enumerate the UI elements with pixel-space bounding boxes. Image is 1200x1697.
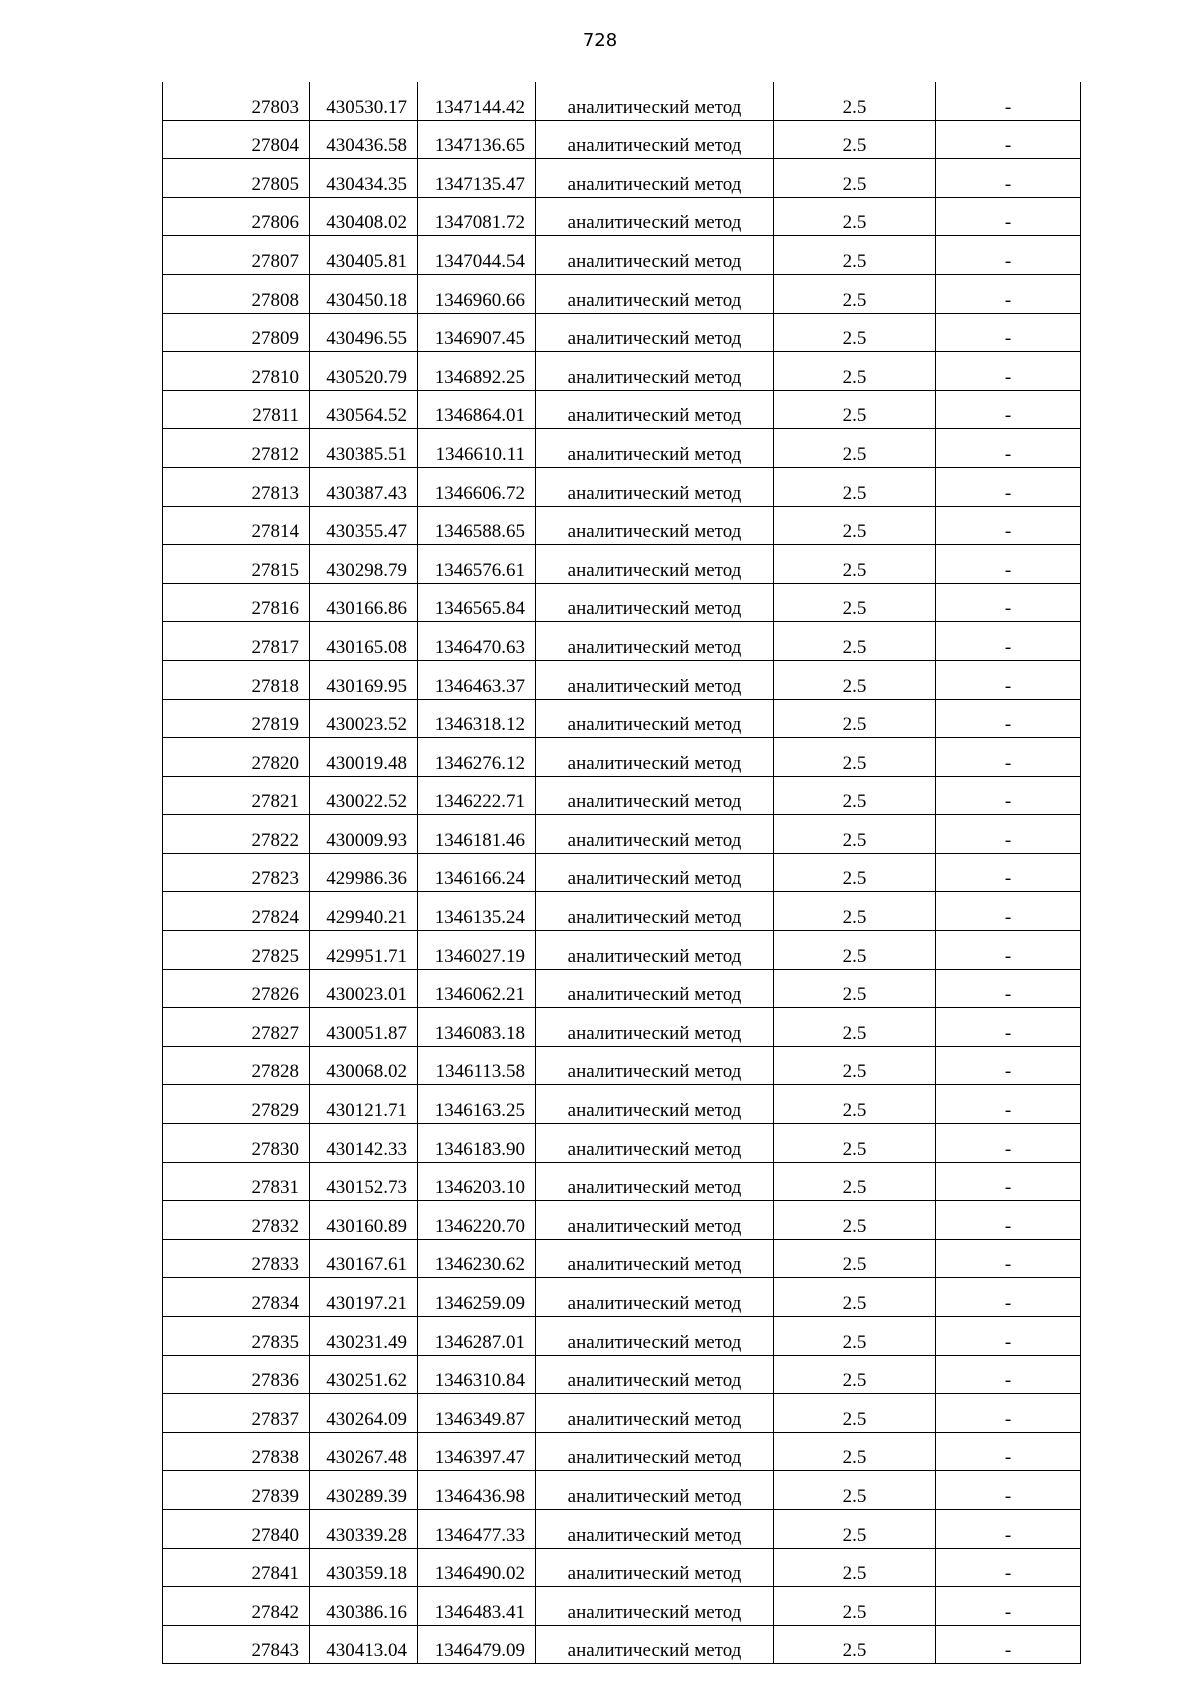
y-coordinate-cell: 1346576.61 <box>418 545 536 584</box>
note-cell: - <box>936 236 1081 275</box>
method-cell: аналитический метод <box>536 159 774 198</box>
x-coordinate-cell: 430019.48 <box>310 738 418 777</box>
x-coordinate-cell: 430405.81 <box>310 236 418 275</box>
y-coordinate-cell: 1346490.02 <box>418 1548 536 1587</box>
point-number-cell: 27809 <box>163 313 310 352</box>
point-number-cell: 27808 <box>163 274 310 313</box>
table-row <box>163 1432 1081 1471</box>
method-cell: аналитический метод <box>536 892 774 931</box>
accuracy-cell: 2.5 <box>774 274 936 313</box>
accuracy-cell: 2.5 <box>774 1625 936 1664</box>
table-row <box>163 853 1081 892</box>
point-number-cell: 27834 <box>163 1278 310 1317</box>
x-coordinate-cell: 430231.49 <box>310 1317 418 1356</box>
accuracy-cell: 2.5 <box>774 390 936 429</box>
table-row <box>163 82 1081 120</box>
accuracy-cell: 2.5 <box>774 1239 936 1278</box>
table-row <box>163 120 1081 159</box>
y-coordinate-cell: 1346477.33 <box>418 1509 536 1548</box>
table-row <box>163 1548 1081 1587</box>
table-row <box>163 274 1081 313</box>
y-coordinate-cell: 1347144.42 <box>418 82 536 120</box>
note-cell: - <box>936 1239 1081 1278</box>
method-cell: аналитический метод <box>536 197 774 236</box>
y-coordinate-cell: 1346166.24 <box>418 853 536 892</box>
method-cell: аналитический метод <box>536 467 774 506</box>
accuracy-cell: 2.5 <box>774 1201 936 1240</box>
y-coordinate-cell: 1346135.24 <box>418 892 536 931</box>
method-cell: аналитический метод <box>536 1355 774 1394</box>
accuracy-cell: 2.5 <box>774 1162 936 1201</box>
table-row <box>163 1162 1081 1201</box>
note-cell: - <box>936 1432 1081 1471</box>
accuracy-cell: 2.5 <box>774 545 936 584</box>
page-number: 728 <box>582 30 618 51</box>
method-cell: аналитический метод <box>536 815 774 854</box>
method-cell: аналитический метод <box>536 660 774 699</box>
accuracy-cell: 2.5 <box>774 313 936 352</box>
x-coordinate-cell: 430267.48 <box>310 1432 418 1471</box>
table-row <box>163 467 1081 506</box>
method-cell: аналитический метод <box>536 622 774 661</box>
accuracy-cell: 2.5 <box>774 352 936 391</box>
x-coordinate-cell: 430339.28 <box>310 1509 418 1548</box>
accuracy-cell: 2.5 <box>774 776 936 815</box>
note-cell: - <box>936 1587 1081 1626</box>
table-row <box>163 1008 1081 1047</box>
y-coordinate-cell: 1346318.12 <box>418 699 536 738</box>
x-coordinate-cell: 429986.36 <box>310 853 418 892</box>
note-cell: - <box>936 390 1081 429</box>
table-row <box>163 1278 1081 1317</box>
note-cell: - <box>936 583 1081 622</box>
table-row <box>163 159 1081 198</box>
note-cell: - <box>936 1355 1081 1394</box>
y-coordinate-cell: 1346310.84 <box>418 1355 536 1394</box>
x-coordinate-cell: 430359.18 <box>310 1548 418 1587</box>
y-coordinate-cell: 1346864.01 <box>418 390 536 429</box>
accuracy-cell: 2.5 <box>774 1471 936 1510</box>
method-cell: аналитический метод <box>536 853 774 892</box>
table-row <box>163 1394 1081 1433</box>
y-coordinate-cell: 1346397.47 <box>418 1432 536 1471</box>
x-coordinate-cell: 430520.79 <box>310 352 418 391</box>
y-coordinate-cell: 1346183.90 <box>418 1124 536 1163</box>
x-coordinate-cell: 430160.89 <box>310 1201 418 1240</box>
table-row <box>163 313 1081 352</box>
y-coordinate-cell: 1346230.62 <box>418 1239 536 1278</box>
method-cell: аналитический метод <box>536 1201 774 1240</box>
note-cell: - <box>936 1317 1081 1356</box>
point-number-cell: 27837 <box>163 1394 310 1433</box>
method-cell: аналитический метод <box>536 1278 774 1317</box>
y-coordinate-cell: 1346276.12 <box>418 738 536 777</box>
note-cell: - <box>936 1008 1081 1047</box>
point-number-cell: 27804 <box>163 120 310 159</box>
note-cell: - <box>936 506 1081 545</box>
table-row <box>163 545 1081 584</box>
x-coordinate-cell: 430121.71 <box>310 1085 418 1124</box>
note-cell: - <box>936 120 1081 159</box>
method-cell: аналитический метод <box>536 1046 774 1085</box>
accuracy-cell: 2.5 <box>774 120 936 159</box>
table-row <box>163 776 1081 815</box>
note-cell: - <box>936 1162 1081 1201</box>
table-row <box>163 1124 1081 1163</box>
method-cell: аналитический метод <box>536 545 774 584</box>
point-number-cell: 27812 <box>163 429 310 468</box>
note-cell: - <box>936 738 1081 777</box>
accuracy-cell: 2.5 <box>774 892 936 931</box>
method-cell: аналитический метод <box>536 969 774 1008</box>
method-cell: аналитический метод <box>536 1548 774 1587</box>
point-number-cell: 27825 <box>163 931 310 970</box>
y-coordinate-cell: 1346470.63 <box>418 622 536 661</box>
note-cell: - <box>936 1046 1081 1085</box>
x-coordinate-cell: 430386.16 <box>310 1587 418 1626</box>
note-cell: - <box>936 1548 1081 1587</box>
x-coordinate-cell: 430450.18 <box>310 274 418 313</box>
method-cell: аналитический метод <box>536 1162 774 1201</box>
accuracy-cell: 2.5 <box>774 699 936 738</box>
accuracy-cell: 2.5 <box>774 660 936 699</box>
accuracy-cell: 2.5 <box>774 197 936 236</box>
table-row <box>163 1239 1081 1278</box>
accuracy-cell: 2.5 <box>774 1085 936 1124</box>
x-coordinate-cell: 430152.73 <box>310 1162 418 1201</box>
note-cell: - <box>936 853 1081 892</box>
table-row <box>163 1471 1081 1510</box>
x-coordinate-cell: 430169.95 <box>310 660 418 699</box>
note-cell: - <box>936 622 1081 661</box>
accuracy-cell: 2.5 <box>774 467 936 506</box>
note-cell: - <box>936 82 1081 120</box>
point-number-cell: 27843 <box>163 1625 310 1664</box>
note-cell: - <box>936 352 1081 391</box>
y-coordinate-cell: 1346287.01 <box>418 1317 536 1356</box>
accuracy-cell: 2.5 <box>774 1124 936 1163</box>
point-number-cell: 27813 <box>163 467 310 506</box>
point-number-cell: 27814 <box>163 506 310 545</box>
x-coordinate-cell: 430051.87 <box>310 1008 418 1047</box>
x-coordinate-cell: 429940.21 <box>310 892 418 931</box>
x-coordinate-cell: 430023.01 <box>310 969 418 1008</box>
point-number-cell: 27827 <box>163 1008 310 1047</box>
y-coordinate-cell: 1346113.58 <box>418 1046 536 1085</box>
note-cell: - <box>936 699 1081 738</box>
note-cell: - <box>936 892 1081 931</box>
table-row <box>163 506 1081 545</box>
point-number-cell: 27841 <box>163 1548 310 1587</box>
y-coordinate-cell: 1346163.25 <box>418 1085 536 1124</box>
method-cell: аналитический метод <box>536 1625 774 1664</box>
x-coordinate-cell: 430355.47 <box>310 506 418 545</box>
method-cell: аналитический метод <box>536 313 774 352</box>
y-coordinate-cell: 1346606.72 <box>418 467 536 506</box>
y-coordinate-cell: 1346588.65 <box>418 506 536 545</box>
point-number-cell: 27842 <box>163 1587 310 1626</box>
y-coordinate-cell: 1346892.25 <box>418 352 536 391</box>
method-cell: аналитический метод <box>536 1085 774 1124</box>
table-row <box>163 738 1081 777</box>
accuracy-cell: 2.5 <box>774 1509 936 1548</box>
x-coordinate-cell: 430142.33 <box>310 1124 418 1163</box>
note-cell: - <box>936 1625 1081 1664</box>
note-cell: - <box>936 467 1081 506</box>
point-number-cell: 27806 <box>163 197 310 236</box>
method-cell: аналитический метод <box>536 931 774 970</box>
table-row <box>163 815 1081 854</box>
point-number-cell: 27823 <box>163 853 310 892</box>
note-cell: - <box>936 197 1081 236</box>
method-cell: аналитический метод <box>536 82 774 120</box>
table-row <box>163 197 1081 236</box>
x-coordinate-cell: 430023.52 <box>310 699 418 738</box>
y-coordinate-cell: 1346220.70 <box>418 1201 536 1240</box>
x-coordinate-cell: 430165.08 <box>310 622 418 661</box>
note-cell: - <box>936 1394 1081 1433</box>
method-cell: аналитический метод <box>536 776 774 815</box>
table-row <box>163 429 1081 468</box>
table-row <box>163 660 1081 699</box>
x-coordinate-cell: 430408.02 <box>310 197 418 236</box>
x-coordinate-cell: 430197.21 <box>310 1278 418 1317</box>
note-cell: - <box>936 313 1081 352</box>
x-coordinate-cell: 430068.02 <box>310 1046 418 1085</box>
method-cell: аналитический метод <box>536 1432 774 1471</box>
x-coordinate-cell: 430289.39 <box>310 1471 418 1510</box>
table-row <box>163 1046 1081 1085</box>
x-coordinate-cell: 430251.62 <box>310 1355 418 1394</box>
accuracy-cell: 2.5 <box>774 969 936 1008</box>
accuracy-cell: 2.5 <box>774 236 936 275</box>
method-cell: аналитический метод <box>536 583 774 622</box>
x-coordinate-cell: 430436.58 <box>310 120 418 159</box>
accuracy-cell: 2.5 <box>774 1355 936 1394</box>
method-cell: аналитический метод <box>536 352 774 391</box>
method-cell: аналитический метод <box>536 429 774 468</box>
y-coordinate-cell: 1346907.45 <box>418 313 536 352</box>
x-coordinate-cell: 430496.55 <box>310 313 418 352</box>
y-coordinate-cell: 1346062.21 <box>418 969 536 1008</box>
coordinates-table-body <box>163 82 1081 1664</box>
x-coordinate-cell: 430166.86 <box>310 583 418 622</box>
method-cell: аналитический метод <box>536 1587 774 1626</box>
y-coordinate-cell: 1346222.71 <box>418 776 536 815</box>
x-coordinate-cell: 430264.09 <box>310 1394 418 1433</box>
table-row <box>163 699 1081 738</box>
y-coordinate-cell: 1347135.47 <box>418 159 536 198</box>
note-cell: - <box>936 660 1081 699</box>
method-cell: аналитический метод <box>536 699 774 738</box>
method-cell: аналитический метод <box>536 1239 774 1278</box>
table-row <box>163 1625 1081 1664</box>
x-coordinate-cell: 430434.35 <box>310 159 418 198</box>
table-row <box>163 1317 1081 1356</box>
method-cell: аналитический метод <box>536 1394 774 1433</box>
point-number-cell: 27830 <box>163 1124 310 1163</box>
y-coordinate-cell: 1347044.54 <box>418 236 536 275</box>
y-coordinate-cell: 1346203.10 <box>418 1162 536 1201</box>
method-cell: аналитический метод <box>536 1509 774 1548</box>
table-row <box>163 1355 1081 1394</box>
table-row <box>163 236 1081 275</box>
y-coordinate-cell: 1346610.11 <box>418 429 536 468</box>
y-coordinate-cell: 1346181.46 <box>418 815 536 854</box>
table-row <box>163 1201 1081 1240</box>
y-coordinate-cell: 1346483.41 <box>418 1587 536 1626</box>
note-cell: - <box>936 274 1081 313</box>
method-cell: аналитический метод <box>536 1317 774 1356</box>
accuracy-cell: 2.5 <box>774 159 936 198</box>
x-coordinate-cell: 430167.61 <box>310 1239 418 1278</box>
accuracy-cell: 2.5 <box>774 82 936 120</box>
y-coordinate-cell: 1347081.72 <box>418 197 536 236</box>
note-cell: - <box>936 1278 1081 1317</box>
point-number-cell: 27824 <box>163 892 310 931</box>
note-cell: - <box>936 1471 1081 1510</box>
y-coordinate-cell: 1346259.09 <box>418 1278 536 1317</box>
note-cell: - <box>936 1201 1081 1240</box>
method-cell: аналитический метод <box>536 738 774 777</box>
point-number-cell: 27832 <box>163 1201 310 1240</box>
x-coordinate-cell: 430387.43 <box>310 467 418 506</box>
point-number-cell: 27820 <box>163 738 310 777</box>
method-cell: аналитический метод <box>536 390 774 429</box>
note-cell: - <box>936 429 1081 468</box>
accuracy-cell: 2.5 <box>774 1394 936 1433</box>
point-number-cell: 27817 <box>163 622 310 661</box>
accuracy-cell: 2.5 <box>774 583 936 622</box>
table-row <box>163 969 1081 1008</box>
point-number-cell: 27810 <box>163 352 310 391</box>
accuracy-cell: 2.5 <box>774 1587 936 1626</box>
note-cell: - <box>936 1124 1081 1163</box>
x-coordinate-cell: 430385.51 <box>310 429 418 468</box>
x-coordinate-cell: 430009.93 <box>310 815 418 854</box>
accuracy-cell: 2.5 <box>774 815 936 854</box>
accuracy-cell: 2.5 <box>774 1432 936 1471</box>
accuracy-cell: 2.5 <box>774 931 936 970</box>
point-number-cell: 27811 <box>163 390 310 429</box>
accuracy-cell: 2.5 <box>774 1317 936 1356</box>
accuracy-cell: 2.5 <box>774 1278 936 1317</box>
x-coordinate-cell: 430564.52 <box>310 390 418 429</box>
point-number-cell: 27839 <box>163 1471 310 1510</box>
table-row <box>163 1587 1081 1626</box>
table-row <box>163 1085 1081 1124</box>
point-number-cell: 27828 <box>163 1046 310 1085</box>
table-row <box>163 390 1081 429</box>
table-row <box>163 352 1081 391</box>
table-row <box>163 583 1081 622</box>
x-coordinate-cell: 430413.04 <box>310 1625 418 1664</box>
x-coordinate-cell: 430022.52 <box>310 776 418 815</box>
y-coordinate-cell: 1346436.98 <box>418 1471 536 1510</box>
method-cell: аналитический метод <box>536 506 774 545</box>
accuracy-cell: 2.5 <box>774 1046 936 1085</box>
note-cell: - <box>936 969 1081 1008</box>
point-number-cell: 27821 <box>163 776 310 815</box>
x-coordinate-cell: 430298.79 <box>310 545 418 584</box>
method-cell: аналитический метод <box>536 1008 774 1047</box>
point-number-cell: 27833 <box>163 1239 310 1278</box>
y-coordinate-cell: 1346960.66 <box>418 274 536 313</box>
point-number-cell: 27815 <box>163 545 310 584</box>
point-number-cell: 27829 <box>163 1085 310 1124</box>
point-number-cell: 27831 <box>163 1162 310 1201</box>
x-coordinate-cell: 429951.71 <box>310 931 418 970</box>
table-row <box>163 1509 1081 1548</box>
accuracy-cell: 2.5 <box>774 622 936 661</box>
table-row <box>163 931 1081 970</box>
x-coordinate-cell: 430530.17 <box>310 82 418 120</box>
y-coordinate-cell: 1346349.87 <box>418 1394 536 1433</box>
point-number-cell: 27835 <box>163 1317 310 1356</box>
point-number-cell: 27822 <box>163 815 310 854</box>
point-number-cell: 27826 <box>163 969 310 1008</box>
point-number-cell: 27840 <box>163 1509 310 1548</box>
note-cell: - <box>936 1509 1081 1548</box>
accuracy-cell: 2.5 <box>774 738 936 777</box>
y-coordinate-cell: 1346565.84 <box>418 583 536 622</box>
point-number-cell: 27803 <box>163 82 310 120</box>
note-cell: - <box>936 776 1081 815</box>
table-row <box>163 892 1081 931</box>
point-number-cell: 27819 <box>163 699 310 738</box>
accuracy-cell: 2.5 <box>774 1008 936 1047</box>
method-cell: аналитический метод <box>536 236 774 275</box>
accuracy-cell: 2.5 <box>774 506 936 545</box>
note-cell: - <box>936 1085 1081 1124</box>
y-coordinate-cell: 1346083.18 <box>418 1008 536 1047</box>
note-cell: - <box>936 545 1081 584</box>
accuracy-cell: 2.5 <box>774 853 936 892</box>
method-cell: аналитический метод <box>536 120 774 159</box>
note-cell: - <box>936 931 1081 970</box>
point-number-cell: 27838 <box>163 1432 310 1471</box>
accuracy-cell: 2.5 <box>774 1548 936 1587</box>
method-cell: аналитический метод <box>536 274 774 313</box>
point-number-cell: 27816 <box>163 583 310 622</box>
y-coordinate-cell: 1346027.19 <box>418 931 536 970</box>
point-number-cell: 27805 <box>163 159 310 198</box>
point-number-cell: 27836 <box>163 1355 310 1394</box>
method-cell: аналитический метод <box>536 1471 774 1510</box>
coordinates-table <box>162 82 1081 1664</box>
y-coordinate-cell: 1346479.09 <box>418 1625 536 1664</box>
point-number-cell: 27807 <box>163 236 310 275</box>
table-row <box>163 622 1081 661</box>
note-cell: - <box>936 159 1081 198</box>
point-number-cell: 27818 <box>163 660 310 699</box>
method-cell: аналитический метод <box>536 1124 774 1163</box>
y-coordinate-cell: 1347136.65 <box>418 120 536 159</box>
note-cell: - <box>936 815 1081 854</box>
accuracy-cell: 2.5 <box>774 429 936 468</box>
y-coordinate-cell: 1346463.37 <box>418 660 536 699</box>
